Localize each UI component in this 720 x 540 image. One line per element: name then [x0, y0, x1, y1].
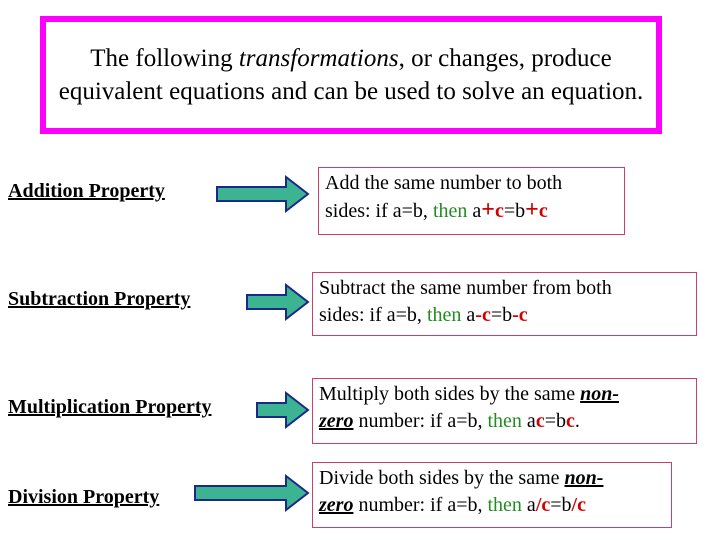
right-arrow-icon: [256, 391, 310, 429]
right-arrow-icon: [216, 175, 310, 213]
multiplication-line2: zero number: if a=b, then ac=bc.: [319, 410, 580, 432]
title-emphasis: transformations: [238, 45, 399, 72]
division-description: [312, 462, 672, 528]
division-line2: zero number: if a=b, then a/c=b/c: [319, 494, 586, 516]
title-part1: The following: [90, 45, 239, 72]
subtraction-property-label: Subtraction Property: [8, 288, 191, 310]
subtraction-line2: sides: if a=b, then a-c=b-c: [319, 304, 528, 326]
addition-line2: sides: if a=b, then a+c=b+c: [325, 197, 548, 223]
multiplication-property-label: Multiplication Property: [8, 396, 212, 418]
right-arrow-icon: [246, 283, 310, 321]
subtraction-description: [312, 272, 697, 336]
title-box: [40, 16, 662, 134]
subtraction-line1: Subtract the same number from both: [319, 277, 612, 299]
title-part2: , or changes, produce equivalent equations and can be used to solve an equation.: [58, 45, 644, 105]
title-text: [51, 42, 651, 108]
multiplication-line1: Multiply both sides by the same non-: [319, 383, 619, 405]
addition-line1: Add the same number to both: [325, 172, 563, 194]
multiplication-description: [312, 378, 697, 444]
addition-description: [318, 167, 625, 235]
division-line1: Divide both sides by the same non-: [319, 467, 604, 489]
division-property-label: Division Property: [8, 486, 160, 508]
right-arrow-icon: [194, 474, 310, 512]
addition-property-label: Addition Property: [8, 180, 165, 202]
